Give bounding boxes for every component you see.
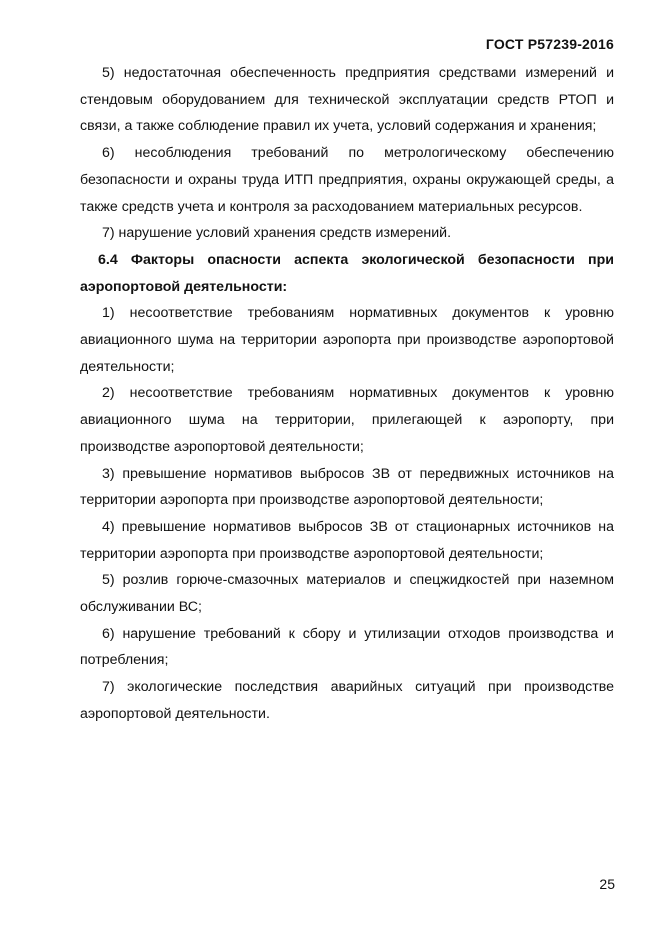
list-item: 1) несоответствие требованиям нормативных документов к уровню авиационного шума на территории аэропорта при производстве аэропортовой деятельности; <box>80 305 614 375</box>
list-item: 5) розлив горюче-смазочных материалов и спецжидкостей при наземном обслуживании ВС; <box>80 572 614 616</box>
list-item: 6) нарушение требований к сбору и утилизации отходов производства и потребления; <box>80 625 614 669</box>
list-item: 5) недостаточная обеспеченность предприятия средствами измерений и стендовым оборудованием для технической эксплуатации средств РТОП и связи, а также соблюдение правил их учета, условий содержания и хранения; <box>80 65 614 135</box>
page-number: 25 <box>599 876 615 892</box>
section-heading: 6.4 Факторы опасности аспекта экологической безопасности при аэропортовой деятельности: <box>80 251 614 295</box>
list-item: 7) нарушение условий хранения средств измерений. <box>102 225 452 242</box>
document-header-standard: ГОСТ Р57239-2016 <box>485 36 614 52</box>
document-body <box>80 60 614 728</box>
list-item: 2) несоответствие требованиям нормативных документов к уровню авиационного шума на территории, прилегающей к аэропорту, при производстве аэропортовой деятельности; <box>80 385 614 455</box>
list-item: 7) экологические последствия аварийных ситуаций при производстве аэропортовой деятельности. <box>80 679 614 722</box>
list-item: 4) превышение нормативов выбросов ЗВ от стационарных источников на территории аэропорта при производстве аэропортовой деятельности; <box>80 518 614 562</box>
list-item: 6) несоблюдения требований по метрологическому обеспечению безопасности и охраны труда ИТП предприятия, охраны окружающей среды, а также средств учета и контроля за расходованием материальных ресурсов. <box>80 145 614 215</box>
list-item: 3) превышение нормативов выбросов ЗВ от передвижных источников на территории аэропорта при производстве аэропортовой деятельности; <box>80 465 614 509</box>
